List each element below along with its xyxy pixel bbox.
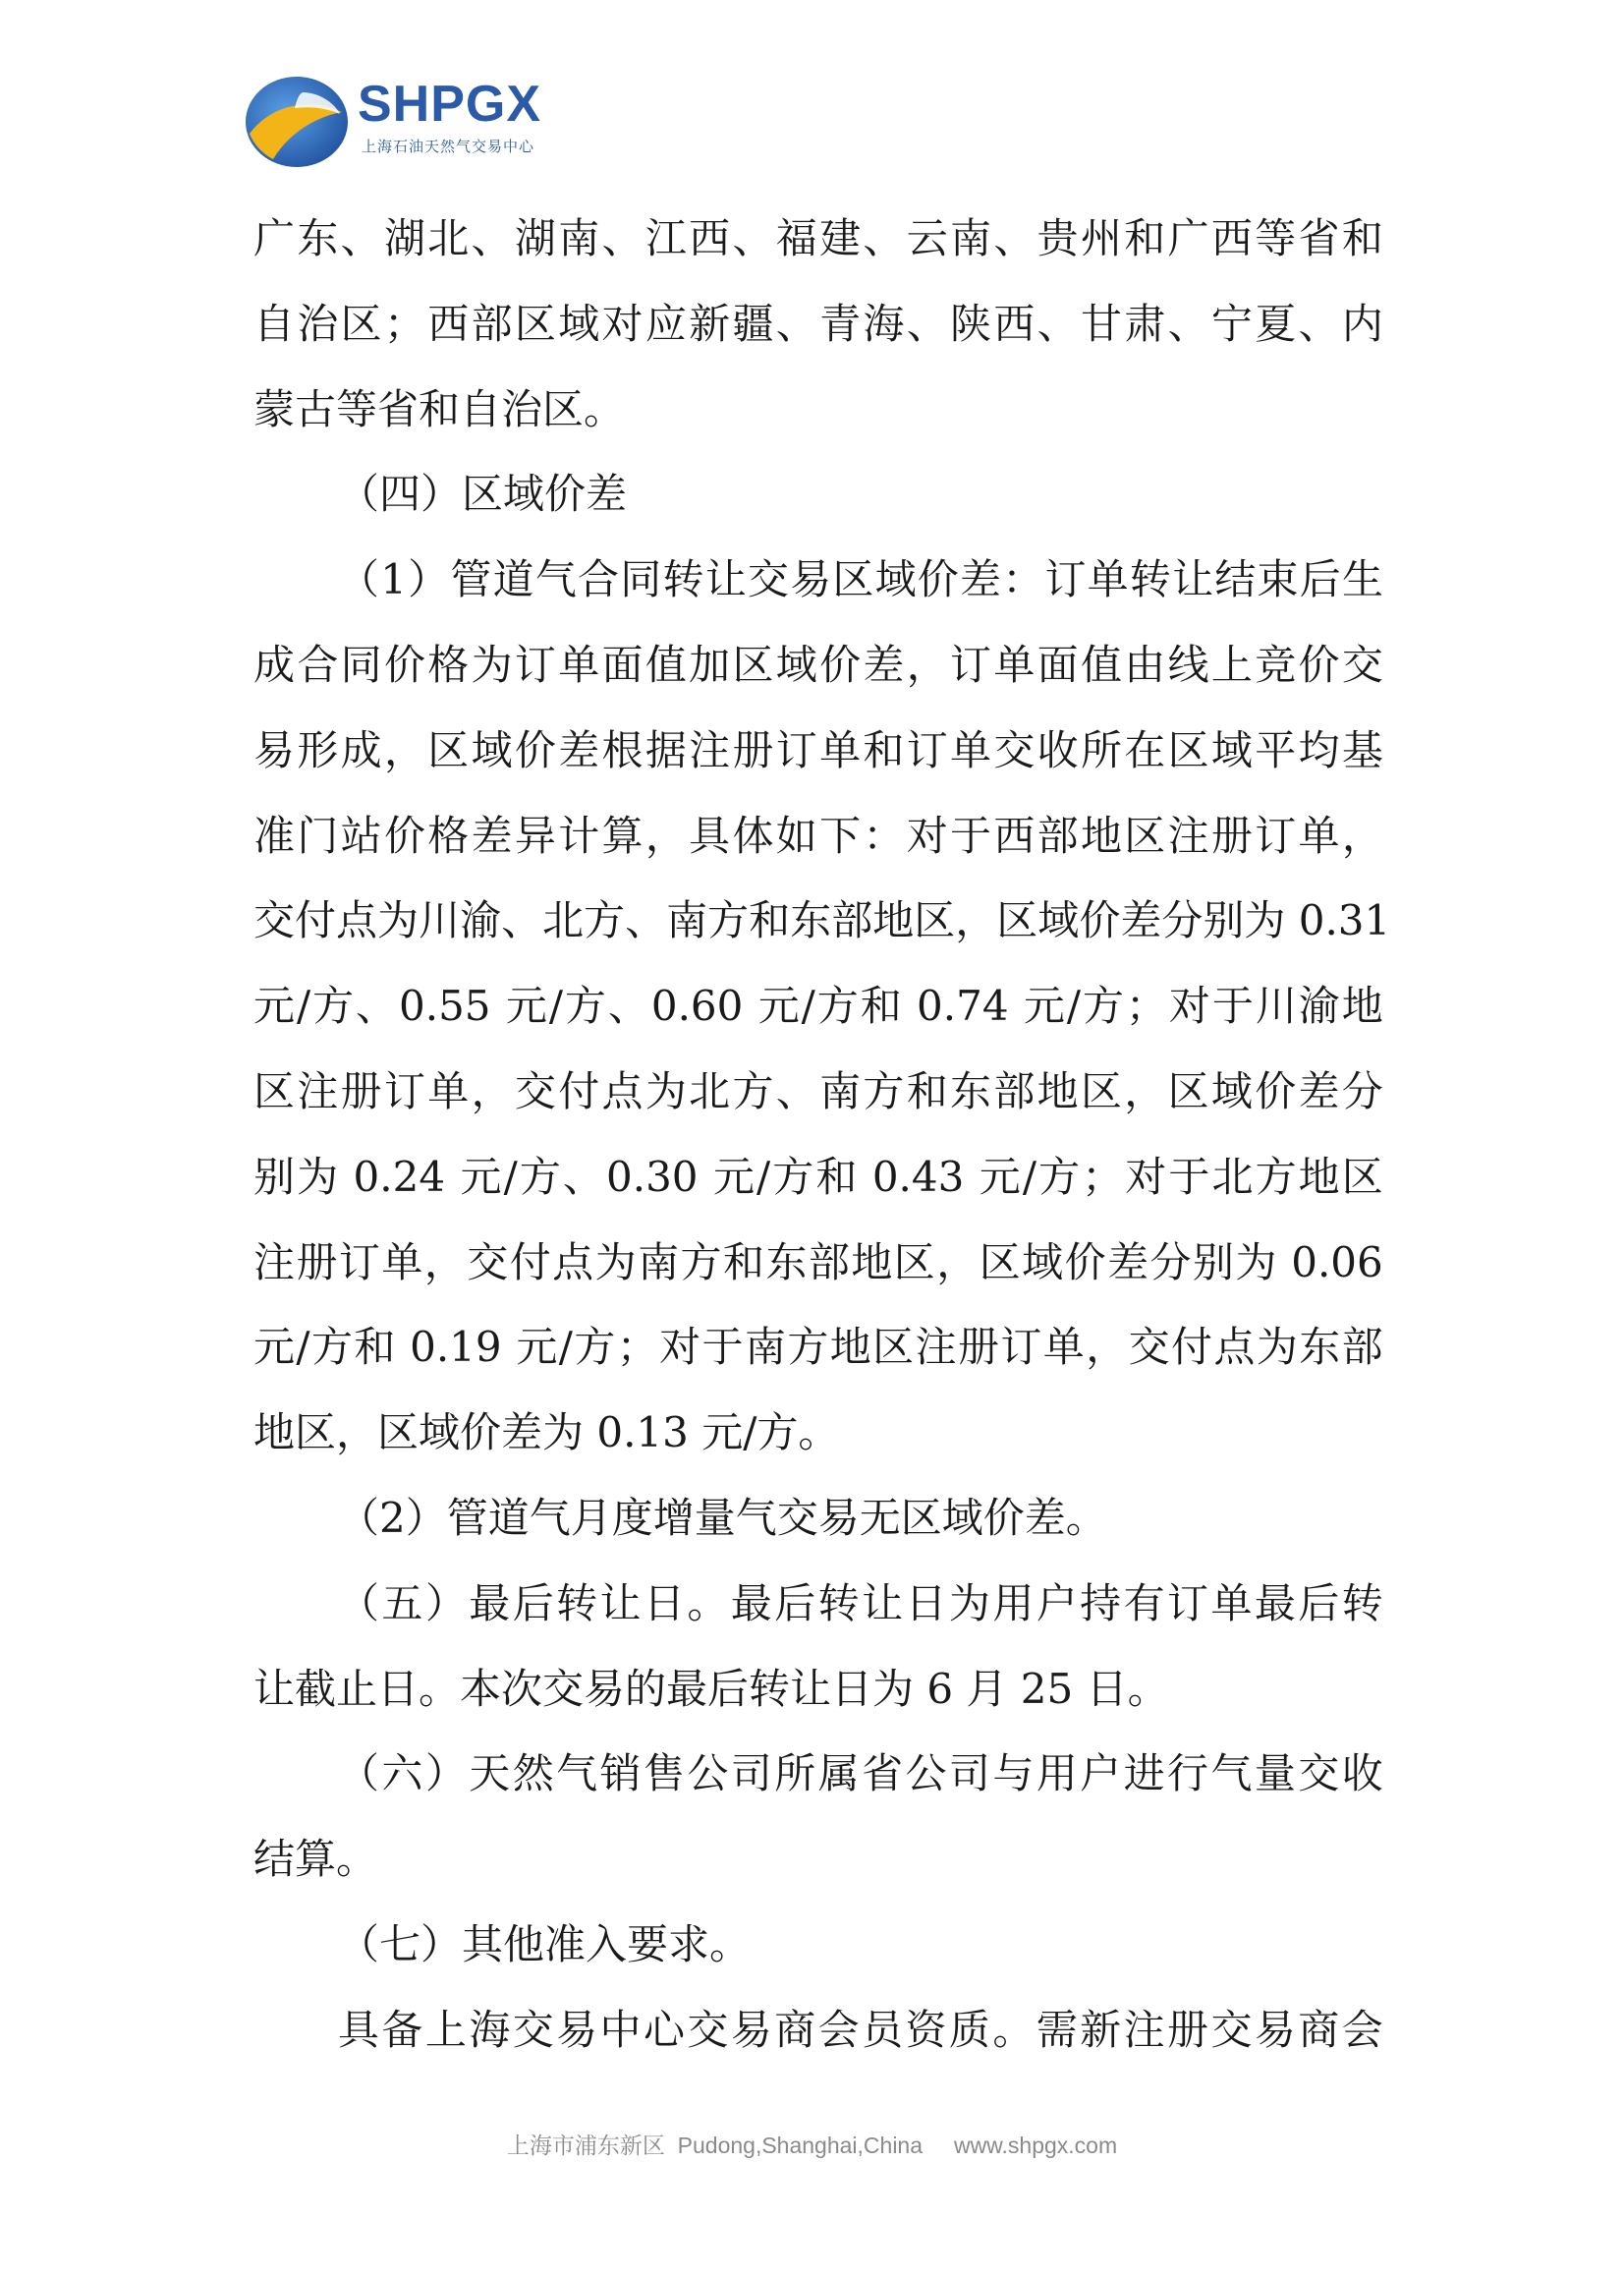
paragraph <box>253 1988 1383 2074</box>
text-line: 别 为 0.24 元 / 方 、 0.30 元 / 方 和 0.43 元 / 方 ； 对 于 北 方 地 区 <box>253 1152 1383 1201</box>
text-line: 自 治 区 ； 西 部 区 域 对 应 新 疆 、 青 海 、 陕 西 、 甘 肃 、 宁 夏 、 内 <box>253 299 1383 348</box>
document-body <box>253 197 1391 2074</box>
text-line: （四）区域价差 <box>338 470 628 519</box>
text-line: 注 册 订 单 ， 交 付 点 为 南 方 和 东 部 地 区 ， 区 域 价 差 分 别 为 0.06 <box>253 1237 1383 1286</box>
text-line: 交 付 点 为 川 渝 、 北 方 、 南 方 和 东 部 地 区 ， 区 域 价 差 分 别 为 0.31 <box>253 896 1391 945</box>
text-line: 广 东 、 湖 北 、 湖 南 、 江 西 、 福 建 、 云 南 、 贵 州 和 广 西 等 省 和 <box>253 214 1383 262</box>
text-line: 地区，区域价差为 0.13 元/方。 <box>253 1408 840 1457</box>
paragraph <box>253 197 1383 452</box>
text-line: 准 门 站 价 格 差 异 计 算 ， 具 体 如 下 ： 对 于 西 部 地 区 注 册 订 单 ， <box>253 811 1383 860</box>
text-line: 元 / 方 和 0.19 元 / 方 ； 对 于 南 方 地 区 注 册 订 单 ， 交 付 点 为 东 部 <box>253 1323 1383 1372</box>
shpgx-logo-mark-icon <box>244 73 350 171</box>
text-line: （七）其他准入要求。 <box>338 1919 752 1968</box>
page-footer: 上海市浦东新区 Pudong,Shanghai,China www.shpgx.com <box>506 2133 1118 2158</box>
paragraph <box>253 1562 1383 1733</box>
text-line: （ 六 ） 天 然 气 销 售 公 司 所 属 省 公 司 与 用 户 进 行 气 量 交 收 <box>338 1749 1383 1798</box>
paragraph <box>253 1732 1383 1903</box>
shpgx-logo <box>244 69 578 177</box>
text-line: 元 / 方 、 0.55 元 / 方 、 0.60 元 / 方 和 0.74 元 / 方 ； 对 于 川 渝 地 <box>253 982 1383 1031</box>
text-line: 具 备 上 海 交 易 中 心 交 易 商 会 员 资 质 。 需 新 注 册 交 易 商 会 <box>338 2005 1383 2054</box>
brand-subtitle: 上海石油天然气交易中心 <box>362 138 535 155</box>
paragraph <box>253 1476 1383 1562</box>
text-line: 易 形 成 ， 区 域 价 差 根 据 注 册 订 单 和 订 单 交 收 所 在 区 域 平 均 基 <box>253 725 1383 774</box>
text-line: （ 1 ） 管 道 气 合 同 转 让 交 易 区 域 价 差 ： 订 单 转 让 结 束 后 生 <box>338 555 1383 604</box>
text-line: 让截止日。本次交易的最后转让日为 6 月 25 日。 <box>253 1664 1169 1713</box>
text-line: （2）管道气月度增量气交易无区域价差。 <box>338 1493 1107 1542</box>
paragraph <box>253 1903 1383 1988</box>
text-line: 区 注 册 订 单 ， 交 付 点 为 北 方 、 南 方 和 东 部 地 区 ， 区 域 价 差 分 <box>253 1066 1383 1115</box>
text-line: 蒙古等省和自治区。 <box>253 384 626 433</box>
paragraph <box>253 538 1391 1476</box>
text-line: （ 五 ） 最 后 转 让 日 。 最 后 转 让 日 为 用 户 持 有 订 单 最 后 转 <box>338 1578 1383 1627</box>
text-line: 成 合 同 价 格 为 订 单 面 值 加 区 域 价 差 ， 订 单 面 值 由 线 上 竞 价 交 <box>253 640 1383 689</box>
paragraph <box>253 452 1383 538</box>
text-line: 结算。 <box>253 1835 378 1884</box>
brand-name: SHPGX <box>358 76 542 133</box>
